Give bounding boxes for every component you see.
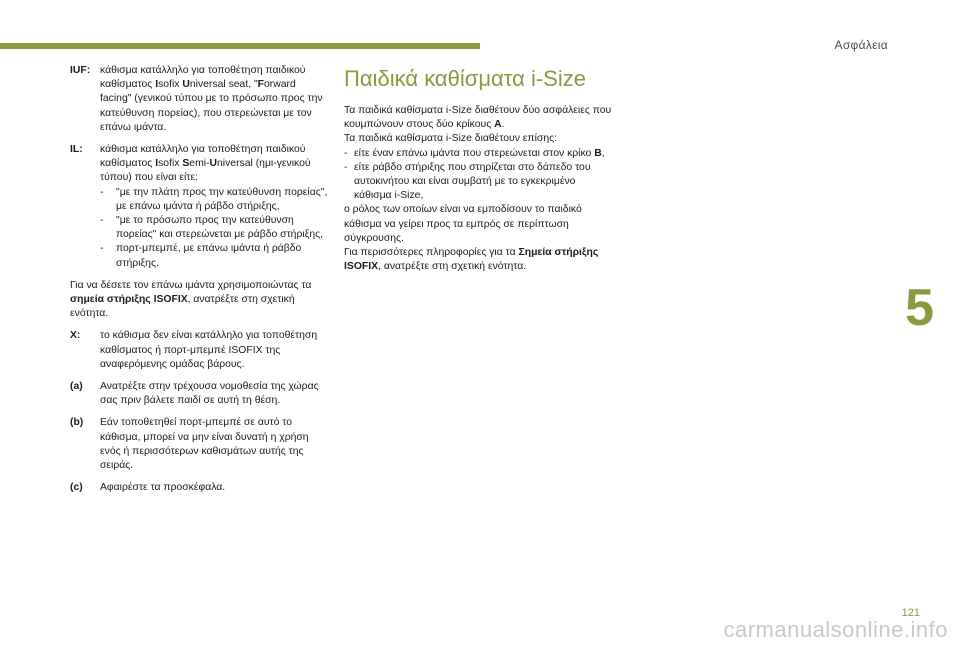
definition-text: κάθισμα κατάλληλο για τοποθέτηση παιδικού καθίσματος Isofix Universal seat, "Forward facing" (γενικού τύπου με το πρόσωπο προς την κατεύθυνση πορείας), που στερεώνεται με τον επάνω ιμάντα. <box>100 65 323 133</box>
list-item: - είτε έναν επάνω ιμάντα που στερεώνεται στον κρίκο B, <box>344 147 605 159</box>
list-item: - "με το πρόσωπο προς την κατεύθυνση πορείας" και στερεώνεται με ράβδο στήριξης, <box>100 215 323 241</box>
section-title: Ασφάλεια <box>834 38 888 52</box>
definition-iuf <box>70 64 328 135</box>
header-accent-bar <box>0 43 480 49</box>
right-column <box>344 64 612 274</box>
definition-text: το κάθισμα δεν είναι κατάλληλο για τοποθέτηση καθίσματος ή πορτ-μπεμπέ ISOFIX της αναφερόμενης ομάδας βάρους. <box>100 330 318 370</box>
definition-x <box>70 329 328 372</box>
footnote-text: Αφαιρέστε τα προσκέφαλα. <box>100 482 226 494</box>
footnote-a <box>70 380 328 408</box>
definition-text: κάθισμα κατάλληλο για τοποθέτηση παιδικού καθίσματος Isofix Semi-Universal (ημι-γενικού τύπου) που είναι είτε: - "με την πλάτη προς την κατεύθυνση πορείας", με επάνω ιμάντα ή ράβδο στήριξης, - "με το πρόσωπο προς την κατεύθυνση πορείας" και στερεώνεται με ράβδο στήριξης, - πορτ-μπεμπέ, με επάνω ιμάντα ή ράβδο στήριξης. <box>100 143 328 271</box>
footnote-term: (a) <box>70 381 83 393</box>
list-item: - είτε ράβδο στήριξης που στηρίζεται στο δάπεδο του αυτοκινήτου και είναι συμβατή με το εγκεκριμένο κάθισμα i-Size, <box>344 161 591 202</box>
definition-il <box>70 143 328 271</box>
footnote-text: Ανατρέξτε στην τρέχουσα νομοθεσία της χώρας σας πριν βάλετε παιδί σε αυτή τη θέση. <box>100 381 319 407</box>
definition-term: IL: <box>70 144 83 156</box>
il-options-list <box>100 186 328 271</box>
list-item: - "με την πλάτη προς την κατεύθυνση πορείας", με επάνω ιμάντα ή ράβδο στήριξης, <box>100 186 328 212</box>
paragraph: Τα παιδικά καθίσματα i-Size διαθέτουν δύο ασφάλειες που κουμπώνουν στους δύο κρίκους A. <box>344 105 612 131</box>
page-number: 121 <box>901 607 920 619</box>
footnote-text: Εάν τοποθετηθεί πορτ-μπεμπέ σε αυτό το κάθισμα, μπορεί να μην είναι δυνατή η χρήση ενός ή περισσότερων καθισμάτων αυτής της σειράς. <box>100 417 309 472</box>
chapter-number: 5 <box>905 279 934 337</box>
footnote-c <box>70 481 328 495</box>
section-heading: Παιδικά καθίσματα i-Size <box>344 66 586 91</box>
paragraph: Τα παιδικά καθίσματα i-Size διαθέτουν επίσης: <box>344 133 557 145</box>
watermark-logo: carmanualsonline.info <box>723 617 948 642</box>
definition-term: X: <box>70 330 81 342</box>
list-item: - πορτ-μπεμπέ, με επάνω ιμάντα ή ράβδο στήριξης. <box>100 243 302 269</box>
footnote-term: (c) <box>70 482 83 494</box>
left-column <box>70 64 328 503</box>
definition-term: IUF: <box>70 65 91 76</box>
isize-options-list <box>344 147 612 204</box>
paragraph: Για περισσότερες πληροφορίες για τα Σημεία στήριξης ISOFIX, ανατρέξτε στη σχετική ενότητα. <box>344 247 599 273</box>
paragraph: ο ρόλος των οποίων είναι να εμποδίσουν το παιδικό κάθισμα να γείρει προς τα εμπρός σε περίπτωση σύγκρουσης. <box>344 204 582 244</box>
footnote-b <box>70 416 328 473</box>
isofix-note: Για να δέσετε τον επάνω ιμάντα χρησιμοποιώντας τα σημεία στήριξης ISOFIX, ανατρέξτε στη σχετική ενότητα. <box>70 279 312 320</box>
footnote-term: (b) <box>70 417 84 429</box>
